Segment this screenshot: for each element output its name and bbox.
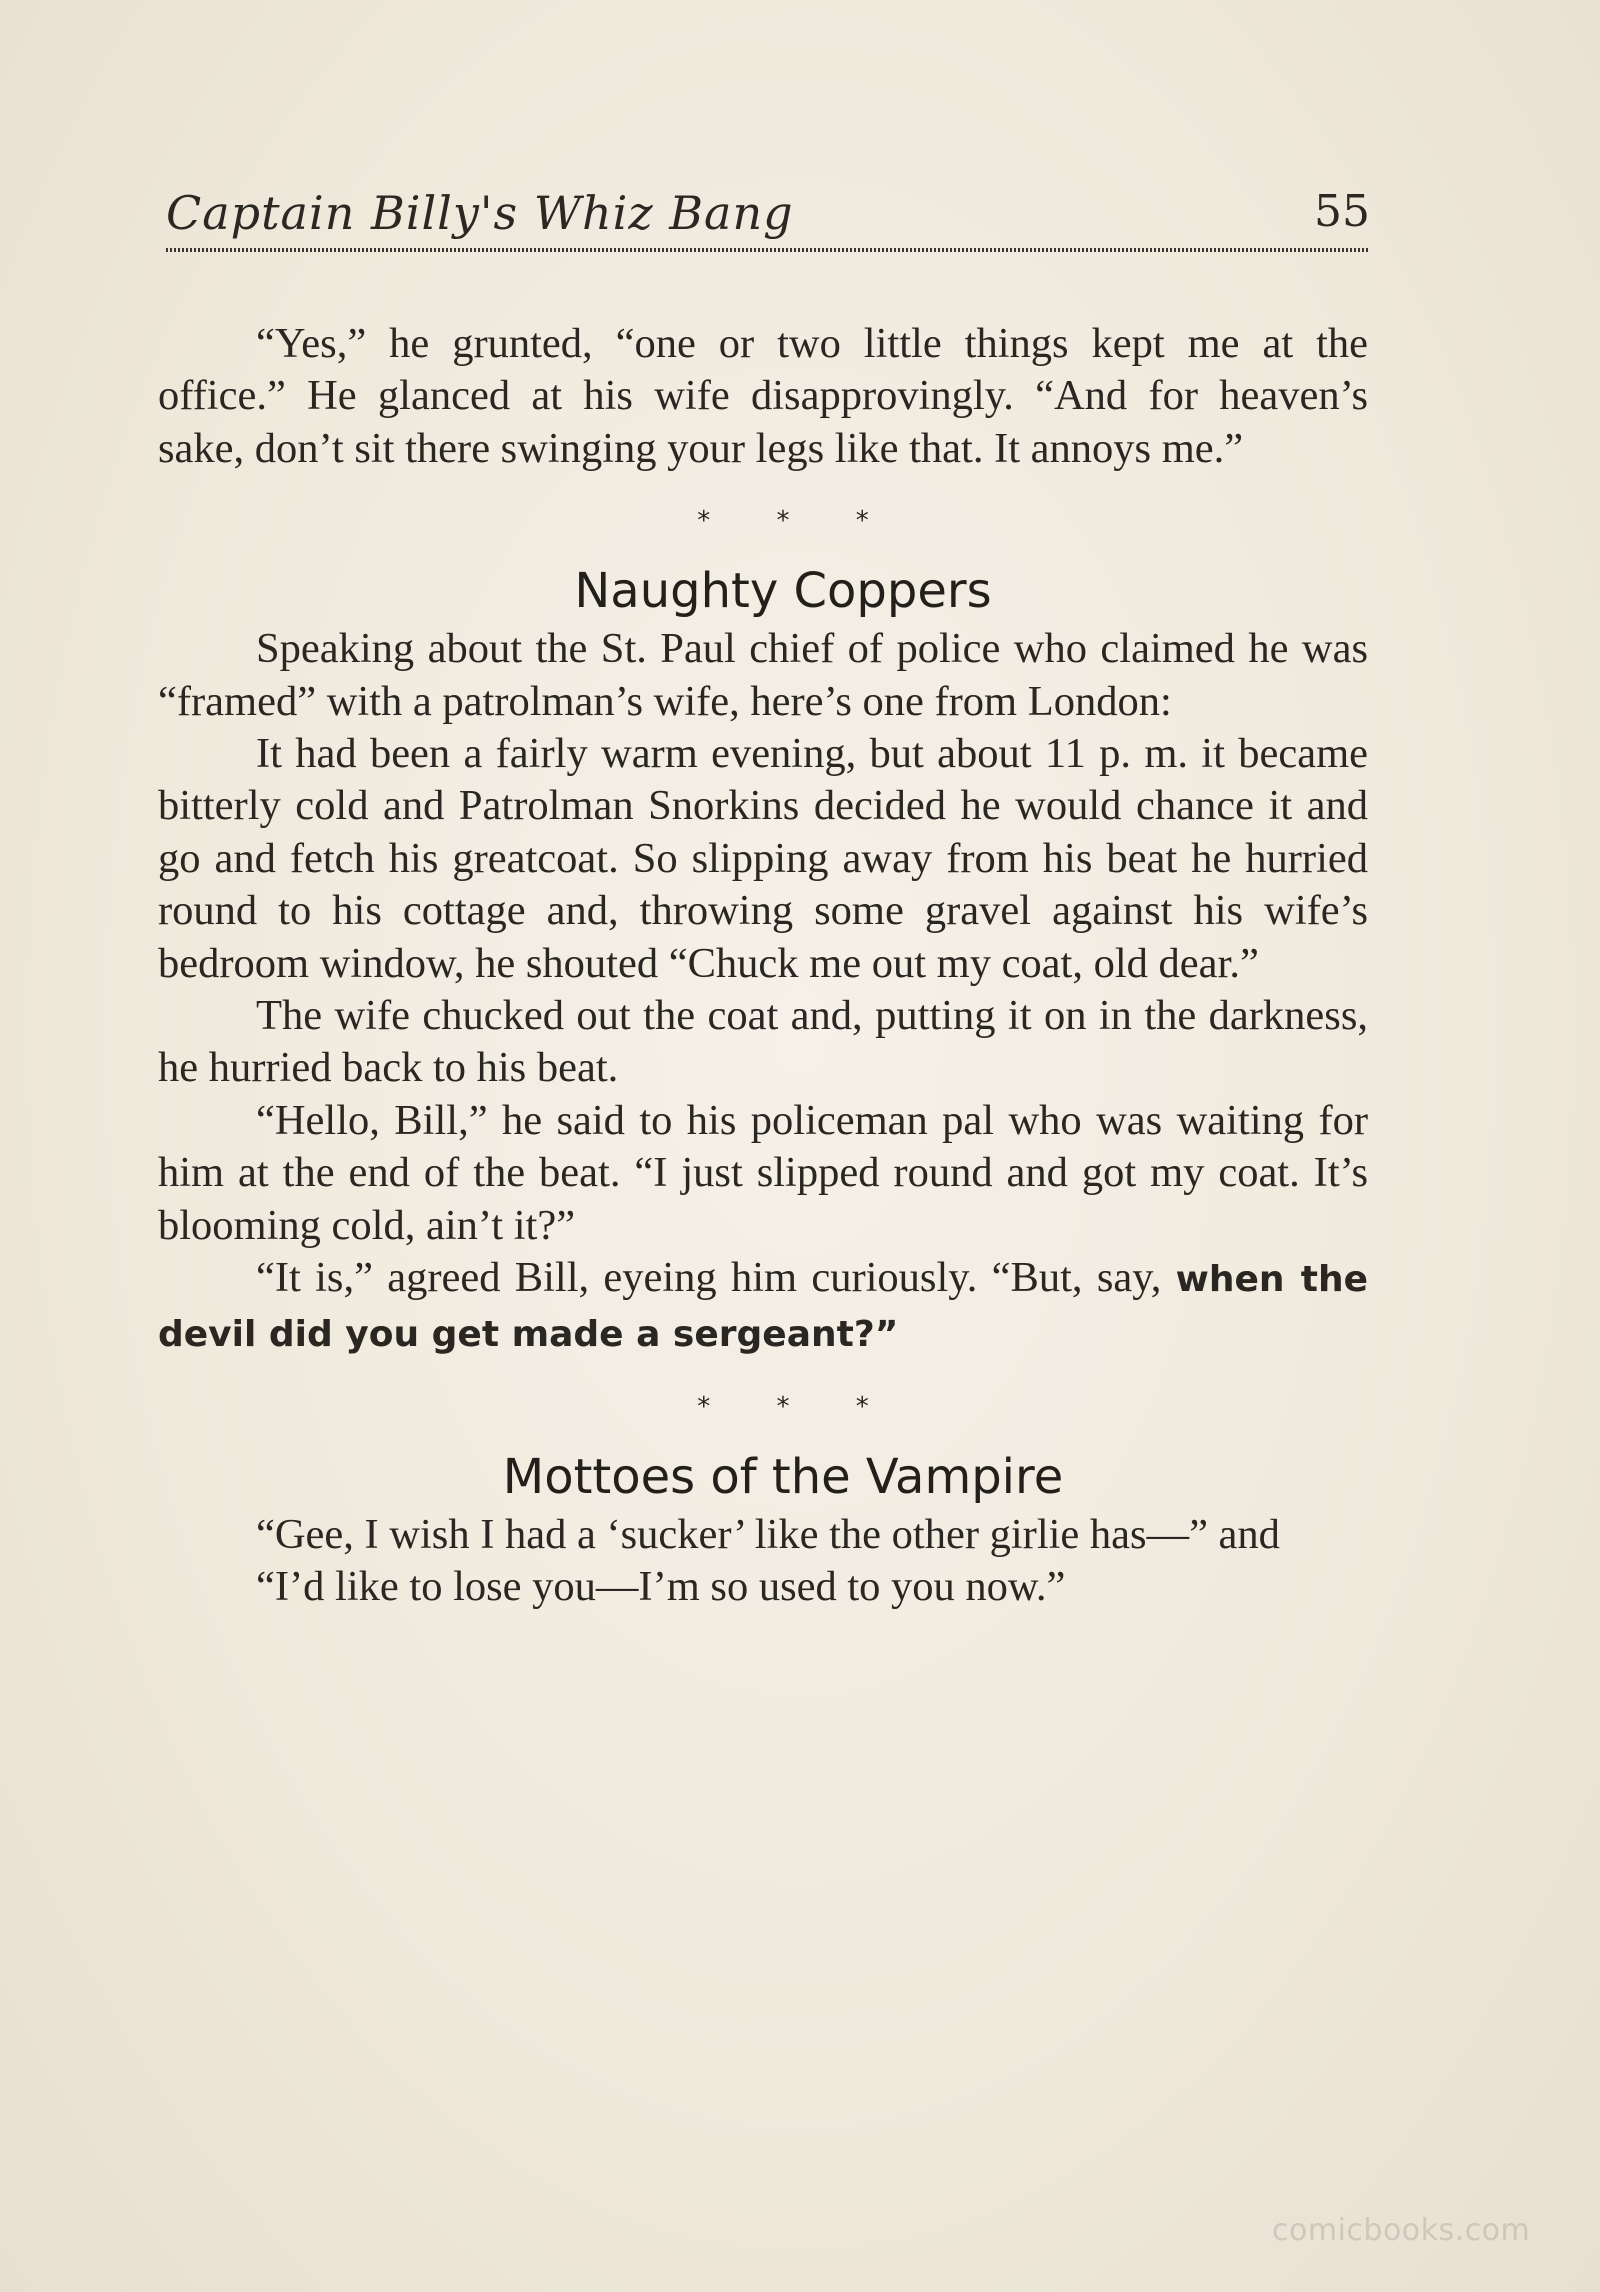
paragraph: Speaking about the St. Paul chief of police who claimed he was “framed” with a patrolman’s wife, here’s one from London: — [158, 625, 1368, 725]
paragraph: “Hello, Bill,” he said to his policeman pal who was waiting for him at the end of the beat. “I just slipped round and got my coat. It’s blooming cold, ain’t it?” — [158, 1096, 1368, 1249]
section-heading-naughty-coppers: Naughty Coppers — [574, 563, 992, 620]
paragraph-punchline — [158, 1252, 1368, 1361]
section-separator: * * * — [697, 506, 869, 537]
running-head-rule — [166, 248, 1370, 252]
section-separator: * * * — [697, 1391, 869, 1422]
page-number: 55 — [1314, 186, 1370, 237]
paragraph: “I’d like to lose you—I’m so used to you now.” — [256, 1563, 1066, 1611]
punchline-bold: when the devil did you get made a sergeant?” — [158, 1259, 1368, 1355]
paragraph: The wife chucked out the coat and, putting it on in the darkness, he hurried back to his beat. — [158, 992, 1368, 1092]
article-body — [158, 318, 1368, 1614]
source-watermark: comicbooks.com — [1272, 2213, 1531, 2248]
paragraph: “Gee, I wish I had a ‘sucker’ like the other girlie has—” and — [256, 1510, 1280, 1558]
paragraph: It had been a fairly warm evening, but about 11 p. m. it became bitterly cold and Patrolman Snorkins decided he would chance it and go and fetch his greatcoat. So slipping away from his beat he hurried round to his cottage and, throwing some gravel against his wife’s bedroom window, he shouted “Chuck me out my coat, old dear.” — [158, 730, 1368, 987]
running-head — [166, 186, 1370, 256]
publication-title: Captain Billy's Whiz Bang — [166, 186, 794, 240]
punchline-lead: “It is,” agreed Bill, eyeing him curiously. “But, say, — [256, 1254, 1176, 1302]
paragraph: “Yes,” he grunted, “one or two little things kept me at the office.” He glanced at his wife disapprovingly. “And for heaven’s sake, don’t sit there swinging your legs like that. It annoys me.” — [158, 320, 1368, 472]
section-heading-mottoes-of-the-vampire: Mottoes of the Vampire — [502, 1448, 1064, 1505]
